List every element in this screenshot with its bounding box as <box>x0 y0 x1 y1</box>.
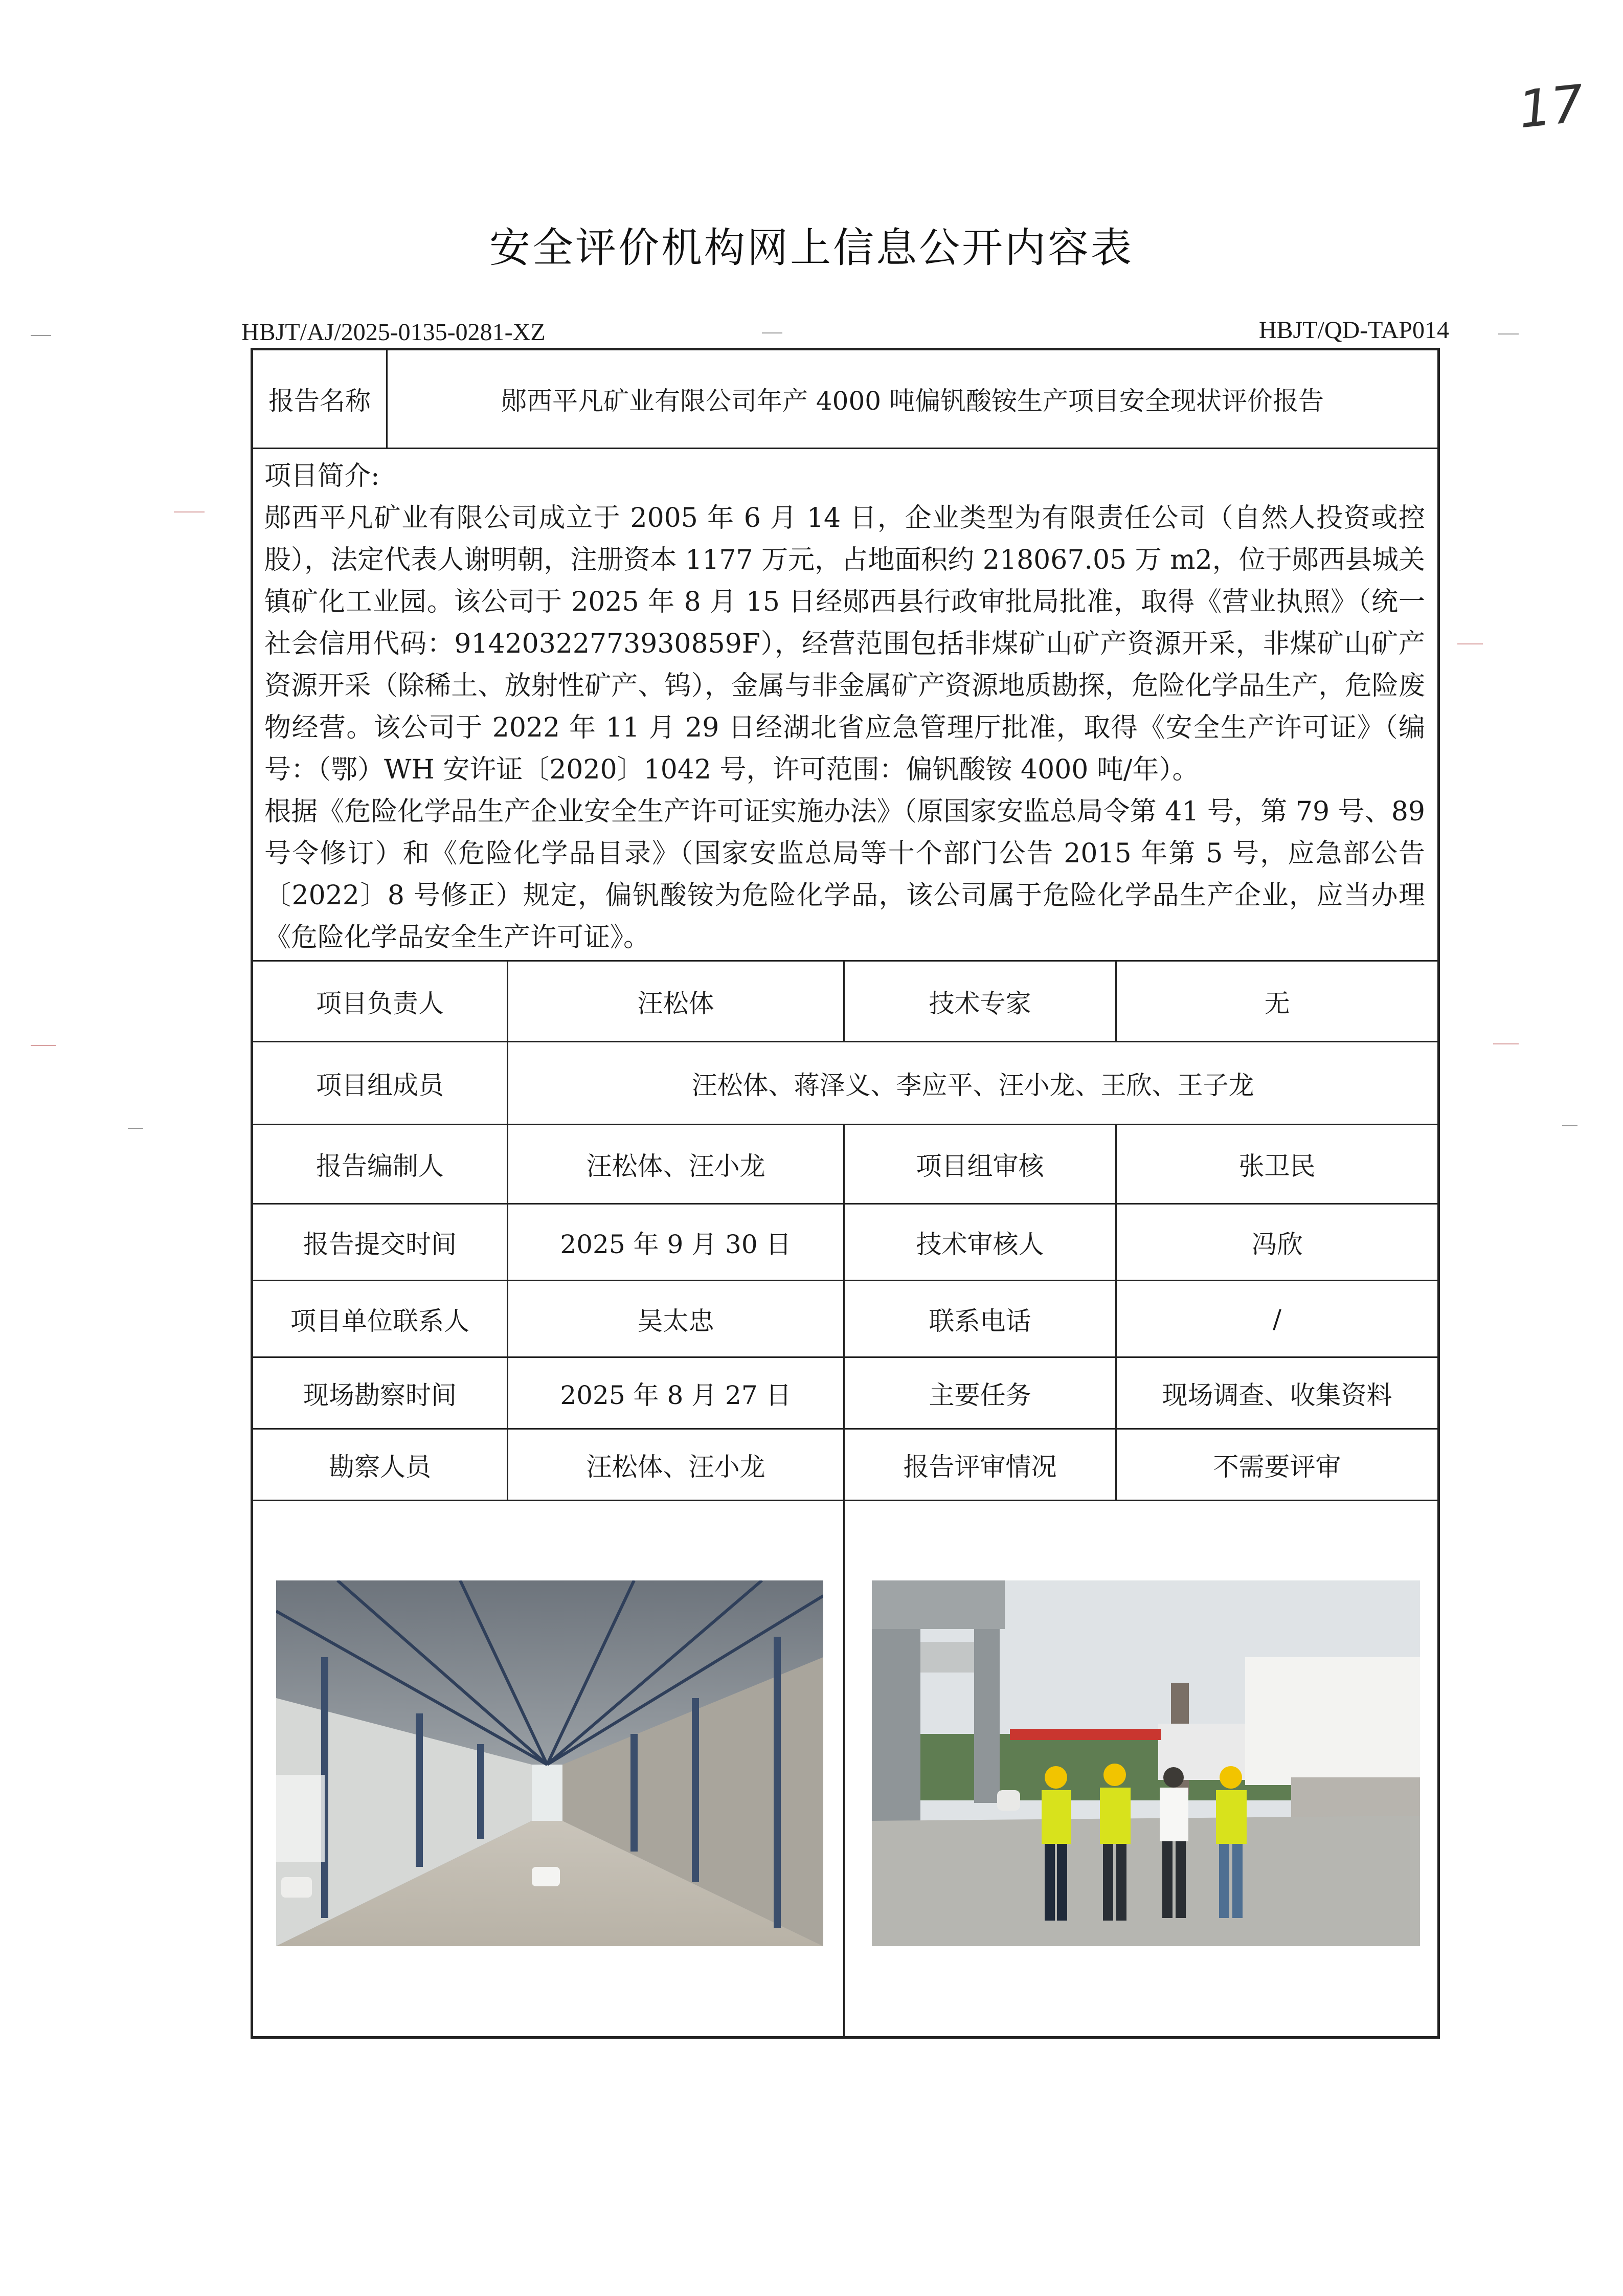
expert-label: 技术专家 <box>843 962 1115 1041</box>
scan-mark <box>1493 1043 1519 1044</box>
photos-row <box>253 1500 1437 2036</box>
survey-time-label: 现场勘察时间 <box>303 1380 457 1410</box>
form-code: HBJT/QD-TAP014 <box>1258 317 1449 344</box>
members-value: 汪松体、蒋泽义、李应平、汪小龙、王欣、王子龙 <box>507 1042 1437 1124</box>
survey-time-value: 2025 年 8 月 27 日 <box>507 1358 843 1428</box>
members-label: 项目组成员 <box>316 1070 444 1100</box>
scan-mark <box>31 1045 56 1046</box>
project-intro <box>264 455 1425 958</box>
leader-label: 项目负责人 <box>316 988 444 1018</box>
review-label: 项目组审核 <box>843 1125 1115 1203</box>
tech-reviewer-value: 冯欣 <box>1115 1205 1437 1280</box>
site-team-photo <box>872 1580 1420 1946</box>
scan-mark <box>1457 643 1483 644</box>
submit-label: 报告提交时间 <box>303 1229 457 1259</box>
project-intro-paragraph: 根据《危险化学品生产企业安全生产许可证实施办法》（原国家安监总局令第 41 号，第 79 号、89 号令修订）和《危险化学品目录》（国家安监总局等十个部门公告 2015 年第 5 号，应急部公告〔2022〕8 号修正）规定，偏钒酸铵为危险化学品，该公司属于危险化学品生产企业，应当办理《危险化学品安全生产许可证》。 <box>264 796 1425 953</box>
report-name-value: 郧西平凡矿业有限公司年产 4000 吨偏钒酸铵生产项目安全现状评价报告 <box>386 350 1437 448</box>
document-title: 安全评价机构网上信息公开内容表 <box>489 224 1134 272</box>
scan-mark <box>1498 333 1519 335</box>
contact-row <box>253 1280 1437 1356</box>
review-status-value: 不需要评审 <box>1115 1430 1437 1500</box>
info-form <box>251 348 1440 2039</box>
scan-mark <box>128 1128 143 1129</box>
project-intro-label: 项目简介: <box>264 461 380 492</box>
scan-mark <box>174 511 205 512</box>
surveyor-row <box>253 1428 1437 1500</box>
author-value: 汪松体、汪小龙 <box>507 1125 843 1203</box>
expert-value: 无 <box>1115 962 1437 1041</box>
surveyor-label: 勘察人员 <box>329 1452 431 1482</box>
warehouse-interior-photo <box>276 1580 823 1946</box>
warehouse-interior-photo <box>276 1580 823 1946</box>
submit-value: 2025 年 9 月 30 日 <box>507 1205 843 1280</box>
phone-label: 联系电话 <box>843 1281 1115 1356</box>
phone-value: / <box>1115 1281 1437 1356</box>
document-code: HBJT/AJ/2025-0135-0281-XZ <box>241 319 546 346</box>
photo-divider <box>843 1501 845 2036</box>
scan-mark <box>31 335 51 336</box>
leader-row <box>253 960 1437 1041</box>
project-intro-row <box>253 448 1437 960</box>
submit-row <box>253 1203 1437 1280</box>
surveyor-value: 汪松体、汪小龙 <box>507 1430 843 1500</box>
review-status-label: 报告评审情况 <box>843 1430 1115 1500</box>
scan-mark <box>762 332 782 333</box>
main-task-label: 主要任务 <box>843 1358 1115 1428</box>
review-value: 张卫民 <box>1115 1125 1437 1203</box>
scan-mark <box>1562 1125 1577 1126</box>
site-team-photo <box>872 1580 1420 1946</box>
author-row <box>253 1124 1437 1203</box>
page-number: 17 <box>1516 73 1587 140</box>
author-label: 报告编制人 <box>316 1151 444 1181</box>
report-name-label: 报告名称 <box>268 386 371 416</box>
project-intro-paragraph: 郧西平凡矿业有限公司成立于 2005 年 6 月 14 日，企业类型为有限责任公司（自然人投资或控股），法定代表人谢明朝，注册资本 1177 万元，占地面积约 218067.05 万 m2，位于郧西县城关镇矿化工业园。该公司于 2025 年 8 月 15 日经郧西县行政审批局批准，取得《营业执照》（统一社会信用代码：91420322773930859F），经营范围包括非煤矿山矿产资源开采，非煤矿山矿产资源开采（除稀土、放射性矿产、钨），金属与非金属矿产资源地质勘探，危险化学品生产，危险废物经营。该公司于 2022 年 11 月 29 日经湖北省应急管理厅批准，取得《安全生产许可证》（编号：（鄂）WH 安许证〔2020〕1042 号，许可范围：偏钒酸铵 4000 吨/年）。 <box>264 503 1425 785</box>
contact-label: 项目单位联系人 <box>290 1306 469 1336</box>
survey-time-row <box>253 1356 1437 1428</box>
contact-value: 吴太忠 <box>507 1281 843 1356</box>
report-name-row <box>253 350 1437 448</box>
leader-value: 汪松体 <box>507 962 843 1041</box>
main-task-value: 现场调查、收集资料 <box>1115 1358 1437 1428</box>
members-row <box>253 1041 1437 1124</box>
tech-reviewer-label: 技术审核人 <box>843 1205 1115 1280</box>
